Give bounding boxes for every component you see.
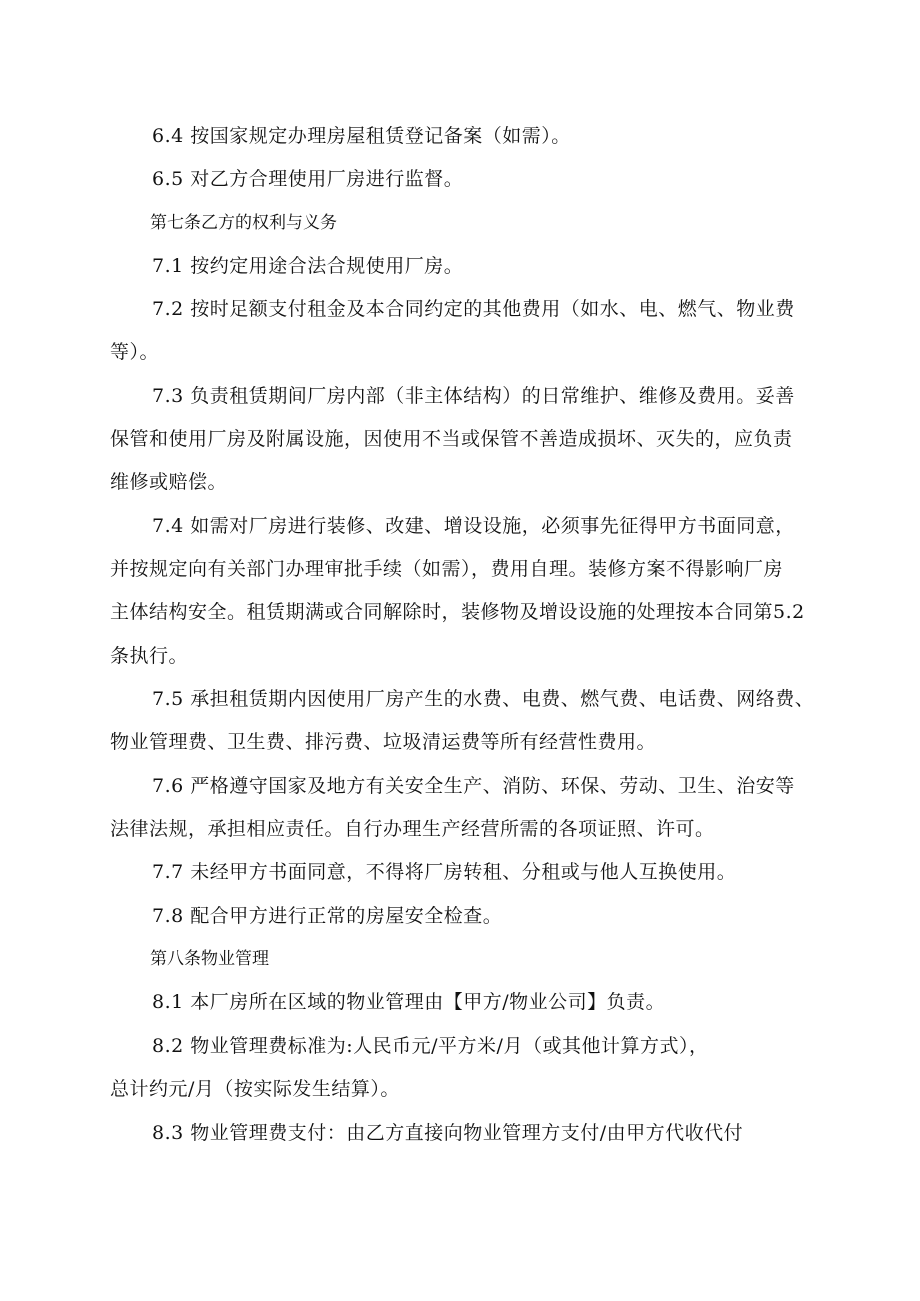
clause-7-4-line-2: 并按规定向有关部门办理审批手续（如需），费用自理。装修方案不得影响厂房 — [110, 558, 784, 580]
clause-6-5: 6.5 对乙方合理使用厂房进行监督。 — [152, 168, 464, 190]
article-8-heading: 第八条物业管理 — [150, 949, 269, 969]
clause-7-3-line-3: 维修或赔偿。 — [110, 471, 228, 493]
clause-7-3-line-2: 保管和使用厂房及附属设施，因使用不当或保管不善造成损坏、灭失的，应负责 — [110, 428, 793, 450]
clause-7-2-line-2: 等）。 — [110, 341, 160, 363]
clause-8-2-line-2: 总计约元/月（按实际发生结算）。 — [110, 1078, 400, 1100]
clause-7-1: 7.1 按约定用途合法合规使用厂房。 — [152, 255, 464, 277]
clause-7-4-line-4: 条执行。 — [110, 645, 189, 667]
clause-7-6-line-1: 7.6 严格遵守国家及地方有关安全生产、消防、环保、劳动、卫生、治安等 — [152, 775, 795, 797]
clause-8-2-line-1: 8.2 物业管理费标准为:人民币元/平方米/月（或其他计算方式）， — [152, 1035, 709, 1057]
clause-7-4-line-3: 主体结构安全。租赁期满或合同解除时，装修物及增设设施的处理按本合同第5.2 — [110, 601, 805, 623]
clause-7-8: 7.8 配合甲方进行正常的房屋安全检查。 — [152, 905, 503, 927]
clause-6-4: 6.4 按国家规定办理房屋租赁登记备案（如需）。 — [152, 125, 571, 147]
clause-7-2-line-1: 7.2 按时足额支付租金及本合同约定的其他费用（如水、电、燃气、物业费 — [152, 298, 795, 320]
clause-7-3-line-1: 7.3 负责租赁期间厂房内部（非主体结构）的日常维护、维修及费用。妥善 — [152, 385, 795, 407]
clause-7-4-line-1: 7.4 如需对厂房进行装修、改建、增设设施，必须事先征得甲方书面同意， — [152, 515, 795, 537]
clause-7-7: 7.7 未经甲方书面同意，不得将厂房转租、分租或与他人互换使用。 — [152, 861, 737, 883]
clause-7-5-line-1: 7.5 承担租赁期内因使用厂房产生的水费、电费、燃气费、电话费、网络费、 — [152, 688, 815, 710]
clause-7-6-line-2: 法律法规，承担相应责任。自行办理生产经营所需的各项证照、许可。 — [110, 818, 715, 840]
article-7-heading: 第七条乙方的权利与义务 — [150, 213, 337, 233]
clause-8-1: 8.1 本厂房所在区域的物业管理由【甲方/物业公司】负责。 — [152, 991, 666, 1013]
clause-8-3: 8.3 物业管理费支付：由乙方直接向物业管理方支付/由甲方代收代付 — [152, 1122, 744, 1144]
clause-7-5-line-2: 物业管理费、卫生费、排污费、垃圾清运费等所有经营性费用。 — [110, 731, 657, 753]
